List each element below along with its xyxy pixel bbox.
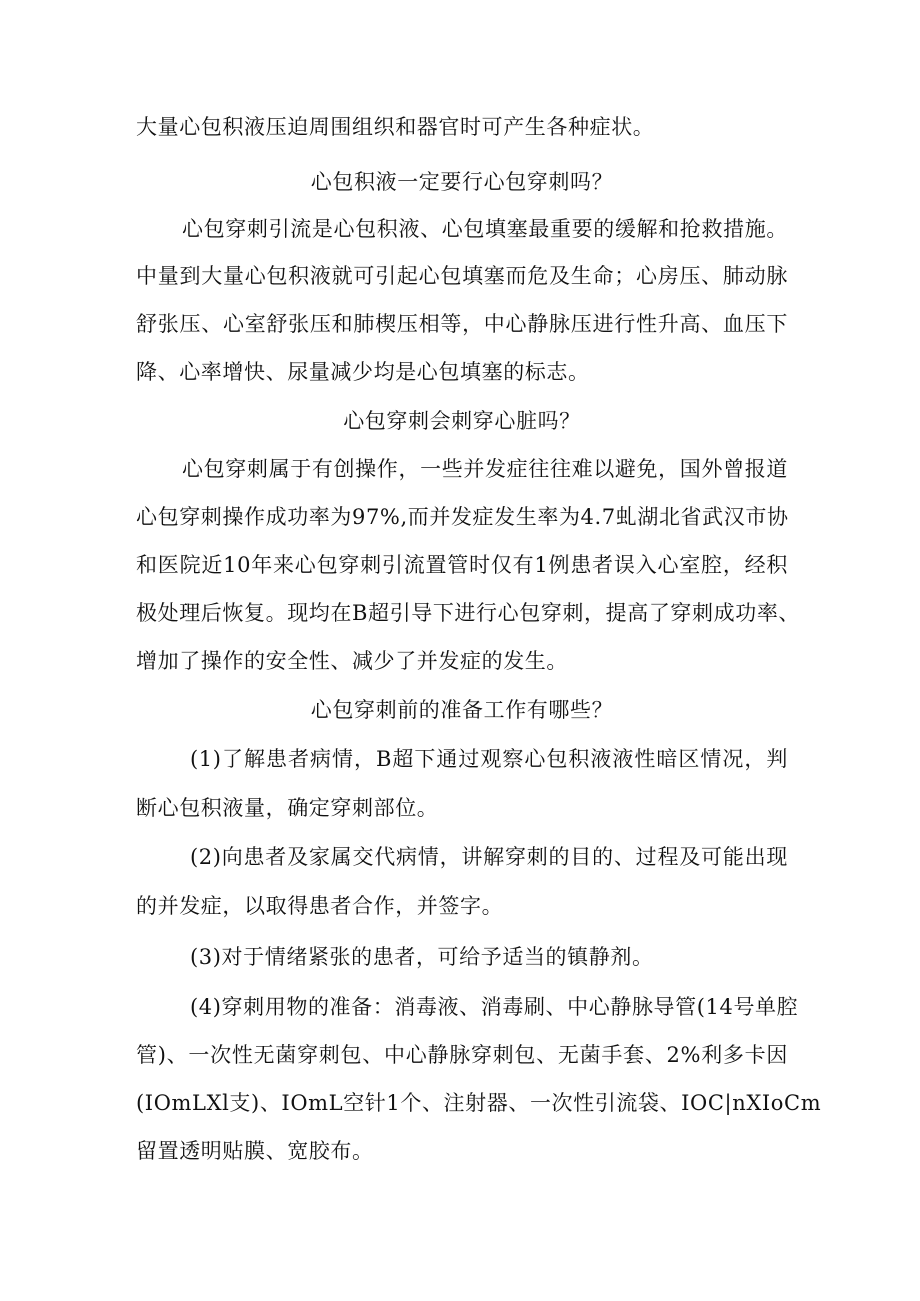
paragraph-line: 增加了操作的安全性、减少了并发症的发生。 [136,649,568,673]
paragraph-line: 心包穿刺引流是心包积液、心包填塞最重要的缓解和抢救措施。 [182,217,788,241]
section-heading-heart-puncture-risk: 心包穿刺会刺穿心脏吗？ [343,409,581,433]
list-item-line: (IOmLXl支)、IOmL空针1个、注射器、一次性引流袋、IOC|nXIoCm [136,1091,822,1115]
paragraph-line: 极处理后恢复。现均在B超引导下进行心包穿刺，提高了穿刺成功率、 [136,601,801,625]
list-item-line: (1)了解患者病情，B超下通过观察心包积液液性暗区情况，判 [190,747,788,771]
paragraph-line: 舒张压、心室舒张压和肺楔压相等，中心静脉压进行性升高、血压下 [136,312,788,336]
list-item-line: (2)向患者及家属交代病情，讲解穿刺的目的、过程及可能出现 [190,845,788,869]
list-item-line: 的并发症，以取得患者合作，并签字。 [136,894,504,918]
section-heading-preparation: 心包穿刺前的准备工作有哪些？ [310,698,614,722]
paragraph-line: 大量心包积液压迫周围组织和器官时可产生各种症状。 [136,115,655,139]
paragraph-line: 降、心率增快、尿量减少均是心包填塞的标志。 [136,360,590,384]
paragraph-line: 心包穿刺属于有创操作，一些并发症往往难以避免，国外曾报道 [182,457,788,481]
list-item-line: (4)穿刺用物的准备：消毒液、消毒刷、中心静脉导管(14号单腔 [190,995,799,1019]
list-item-line: 断心包积液量，确定穿刺部位。 [136,796,439,820]
paragraph-line: 心包穿刺操作成功率为97%,而并发症发生率为4.7虬湖北省武汉市协 [136,505,789,529]
paragraph-line: 和医院近10年来心包穿刺引流置管时仅有1例患者误入心室腔，经积 [136,553,788,577]
list-item-line: 留置透明贴膜、宽胶布。 [136,1139,374,1163]
section-heading-pericardiocentesis-necessity: 心包积液一定要行心包穿刺吗？ [310,170,614,194]
paragraph-line: 中量到大量心包积液就可引起心包填塞而危及生命；心房压、肺动脉 [136,264,788,288]
list-item-line: (3)对于情绪紧张的患者，可给予适当的镇静剂。 [190,945,654,969]
list-item-line: 管)、一次性无菌穿刺包、中心静脉穿刺包、无菌手套、2%利多卡因 [136,1043,788,1067]
